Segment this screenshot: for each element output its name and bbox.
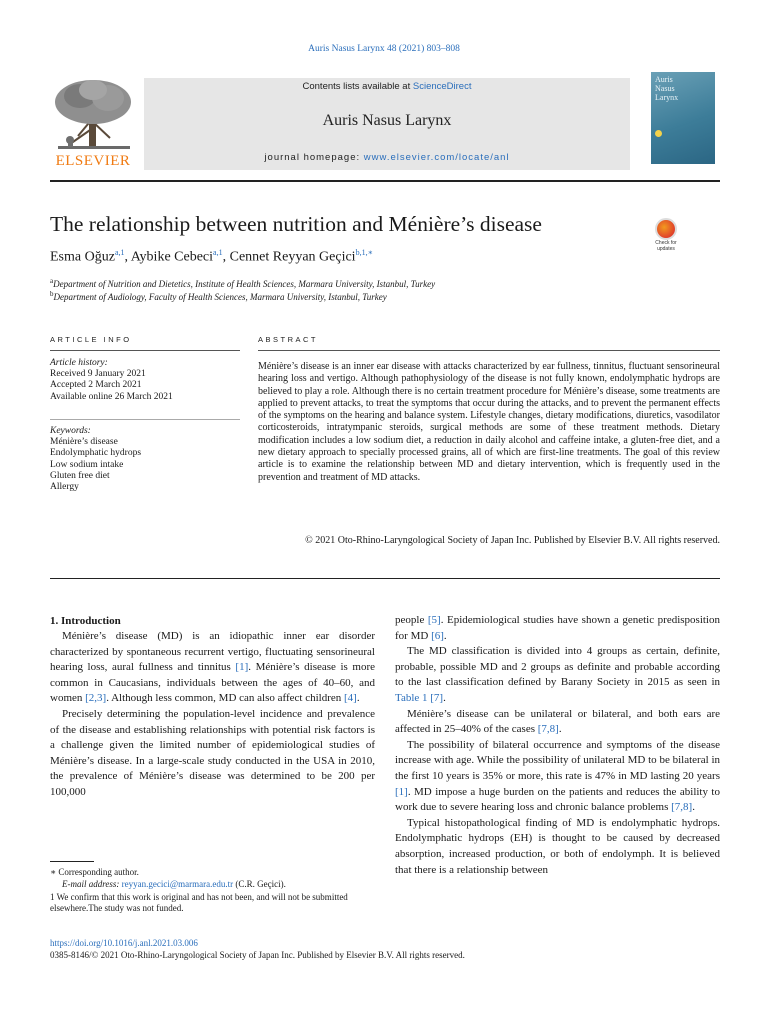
table-link[interactable]: Table 1 [7] [395, 691, 444, 704]
citation-link[interactable]: [5] [427, 614, 441, 626]
body-column-left [50, 629, 375, 801]
sciencedirect-link[interactable]: ScienceDirect [412, 81, 472, 92]
article-history [50, 358, 173, 403]
citation-link[interactable]: [1] [395, 785, 408, 798]
paragraph [395, 738, 720, 816]
footnote-corresponding: ∗ Corresponding author. [50, 867, 139, 877]
section-heading-introduction: 1. Introduction [50, 615, 121, 627]
citation-link[interactable]: [7,8] [671, 801, 693, 814]
paragraph [395, 707, 720, 738]
text-run: . Epidemiological studies have shown a genetic predisposition for MD [395, 614, 720, 642]
text-run: . [443, 629, 447, 642]
elsevier-wordmark: ELSEVIER [55, 153, 131, 169]
history-heading: Article history: [50, 358, 108, 368]
text-run: people [395, 614, 428, 626]
affiliation [50, 290, 387, 302]
cover-title-line: Larynx [655, 93, 679, 102]
footnote-rule [50, 861, 94, 862]
email-link[interactable]: reyyan.gecici@marmara.edu.tr [121, 879, 234, 889]
affiliation-mark: a [50, 277, 54, 285]
text-run: Ménière’s disease can be unilateral or bilateral, and both ears are affected in 25–40% of the cases [395, 707, 720, 736]
check-for-updates-button[interactable] [651, 218, 681, 256]
article-info-rule [50, 350, 240, 351]
cover-emblem-icon [655, 130, 662, 137]
check-updates-icon [655, 218, 677, 240]
cover-title-line: Nasus [655, 84, 675, 93]
footnote-email [50, 879, 375, 890]
journal-header [144, 78, 630, 170]
text-run: . Although less common, MD can also affect children [106, 692, 344, 705]
citation-link[interactable]: [4] [344, 692, 357, 705]
abstract-copyright: © 2021 Oto-Rhino-Laryngological Society of Japan Inc. Published by Elsevier B.V. All rights reserved. [305, 535, 720, 546]
paragraph [395, 644, 720, 706]
elsevier-logo[interactable] [50, 78, 136, 170]
citation-link[interactable]: [2,3] [85, 692, 107, 705]
text-run: The MD classification is divided into 4 groups as certain, definite, probable, possible MD and 2 groups as definite and probable according to the last classification defined by Barany Society in 2015 as seen in [395, 645, 720, 689]
author-name[interactable]: Cennet Reyyan Geçici [229, 249, 356, 265]
email-label: E-mail address: [62, 879, 122, 889]
keyword: Low sodium intake [50, 459, 124, 470]
keyword: Ménière’s disease [50, 437, 118, 448]
text-run: The possibility of bilateral occurrence and symptoms of the disease increase with age. While the possibility of unilateral MD to be bilateral in the first 10 years is 35% or more, this rate is 47% in MD lasting 20 years [395, 738, 720, 782]
paragraph: Precisely determining the population-level incidence and prevalence of the disease and establishing relationships with potential risk factors is a challenge given the limited number of epidemiological studies of Ménière’s disease. In a large-scale study conducted in the USA in 2010, the prevalence of Ménière’s disease was determined to be 200 per 100,000 [50, 707, 375, 798]
author-list: Esma Oğuz$^{a,1}$, Aybike Cebeci$^{a,1}$, Cennet Reyyan Geçici$^{b,1,∗}$ [50, 248, 373, 265]
article-info-label: ARTICLE INFO [50, 335, 132, 344]
homepage-prefix: journal homepage: [264, 152, 364, 163]
journal-citation[interactable]: Auris Nasus Larynx 48 (2021) 803–808 [308, 44, 460, 54]
contents-line [144, 81, 630, 92]
header-rule [50, 180, 720, 182]
history-item: Available online 26 March 2021 [50, 391, 173, 402]
citation-link[interactable]: [1] [235, 661, 249, 674]
contents-prefix: Contents lists available at [302, 81, 413, 92]
article-title: The relationship between nutrition and Ménière’s disease [50, 212, 542, 236]
footnote-1: 1 We confirm that this work is original and has not been, and will not be submitted elsewhere.The study was not funded. [50, 892, 348, 913]
doi-link[interactable]: https://doi.org/10.1016/j.anl.2021.03.006 [50, 938, 198, 948]
body-column-right [395, 613, 720, 878]
tree-emblem-icon [50, 78, 136, 152]
author-name[interactable]: Aybike Cebeci [130, 249, 214, 265]
check-updates-line: updates [657, 246, 675, 252]
journal-name: Auris Nasus Larynx [322, 112, 452, 129]
homepage-link[interactable]: www.elsevier.com/locate/anl [363, 152, 510, 163]
abstract-rule [258, 350, 720, 351]
citation-link[interactable]: [7,8] [537, 723, 559, 736]
cover-title-line: Auris [655, 75, 673, 84]
paragraph: Typical histopathological finding of MD is endolymphatic hydrops. Endolymphatic hydrops (EH) is thought to be caused by decreased absorption, increased production, or both of endolymph. It is believed that there is a relationship between [395, 816, 720, 876]
keyword: Gluten free diet [50, 470, 110, 481]
check-updates-line: Check for [655, 240, 677, 246]
text-run: . [356, 692, 360, 705]
email-suffix: (C.R. Geçici). [233, 879, 286, 889]
keyword: Allergy [50, 482, 79, 493]
section-rule [50, 578, 720, 579]
article-info-divider [50, 419, 240, 420]
author-name[interactable]: Esma Oğuz [50, 249, 115, 265]
check-updates-label [651, 240, 681, 252]
abstract-label: ABSTRACT [258, 335, 319, 344]
keyword: Endolymphatic hydrops [50, 448, 142, 459]
cover-title [655, 75, 678, 102]
issn-copyright: 0385-8146/© 2021 Oto-Rhino-Laryngological Society of Japan Inc. Published by Elsevier B.V. All rights reserved. [50, 950, 465, 960]
text-run: . [443, 691, 446, 704]
author-affiliation-mark[interactable]: a,1 [114, 248, 125, 257]
author-affiliation-mark[interactable]: a,1 [213, 248, 223, 257]
keywords [50, 426, 141, 493]
text-run: Ménière’s disease (MD) is an idiopathic inner ear disorder characterized by spontaneous recurrent vertigo, fluctuating sensorineural hearing loss, aural fullness and tinnitus [50, 630, 375, 674]
text-run: . Ménière’s disease is more common in Caucasians, individuals between the ages of 40–60, and women [50, 661, 375, 705]
paragraph [395, 613, 720, 644]
affiliation-mark: b [50, 290, 54, 298]
journal-cover-thumbnail[interactable] [651, 72, 715, 164]
abstract-text: Ménière’s disease is an inner ear disease with attacks characterized by ear fullness, tinnitus, fluctuant sensorineural hearing loss and vertigo. Although pathophysiology of the disease is not fully known, endolymphatic hydrops are believed to play a role. Although there is no certain treatment procedure for Ménière’s disease, some treatments are applied to prevent attacks, to treat the symptoms that occur during the attacks, and to prevent the permanent effects of the symptoms on the hearing and balance system. Lifestyle changes, dietary modifications, diuretics, vasodilator corticosteroids, intratympanic steroids, surgical methods are some of these treatment methods. Dietary modification includes a low sodium diet, a reduction in daily alcohol and caffeine intake, a gluten-free diet, and a new dietary approach to specially processed grains, all of which are first-line treatments. The goal of this review article is to examine the relationship between MD and dietary intervention, which is frequently used in the prevention and treatment of MD attacks. [258, 361, 720, 483]
history-item: Received 9 January 2021 [50, 369, 146, 380]
journal-homepage-line [144, 152, 630, 163]
author-affiliation-mark[interactable]: b,1,∗ [355, 248, 373, 257]
paragraph [50, 629, 375, 707]
text-run: . [558, 723, 562, 736]
text-run: . [692, 801, 695, 814]
citation-link[interactable]: [6] [431, 629, 444, 642]
history-item: Accepted 2 March 2021 [50, 380, 142, 391]
affiliation [50, 277, 435, 289]
keywords-heading: Keywords: [50, 426, 91, 436]
affiliation-text: Department of Audiology, Faculty of Health Sciences, Marmara University, Istanbul, Turkey [53, 292, 387, 302]
affiliation-text: Department of Nutrition and Dietetics, Institute of Health Sciences, Marmara University, Istanbul, Turkey [53, 279, 436, 289]
text-run: . MD impose a huge burden on the patients and reduces the ability to work due to severe hearing loss and chronic balance problems [395, 785, 720, 814]
